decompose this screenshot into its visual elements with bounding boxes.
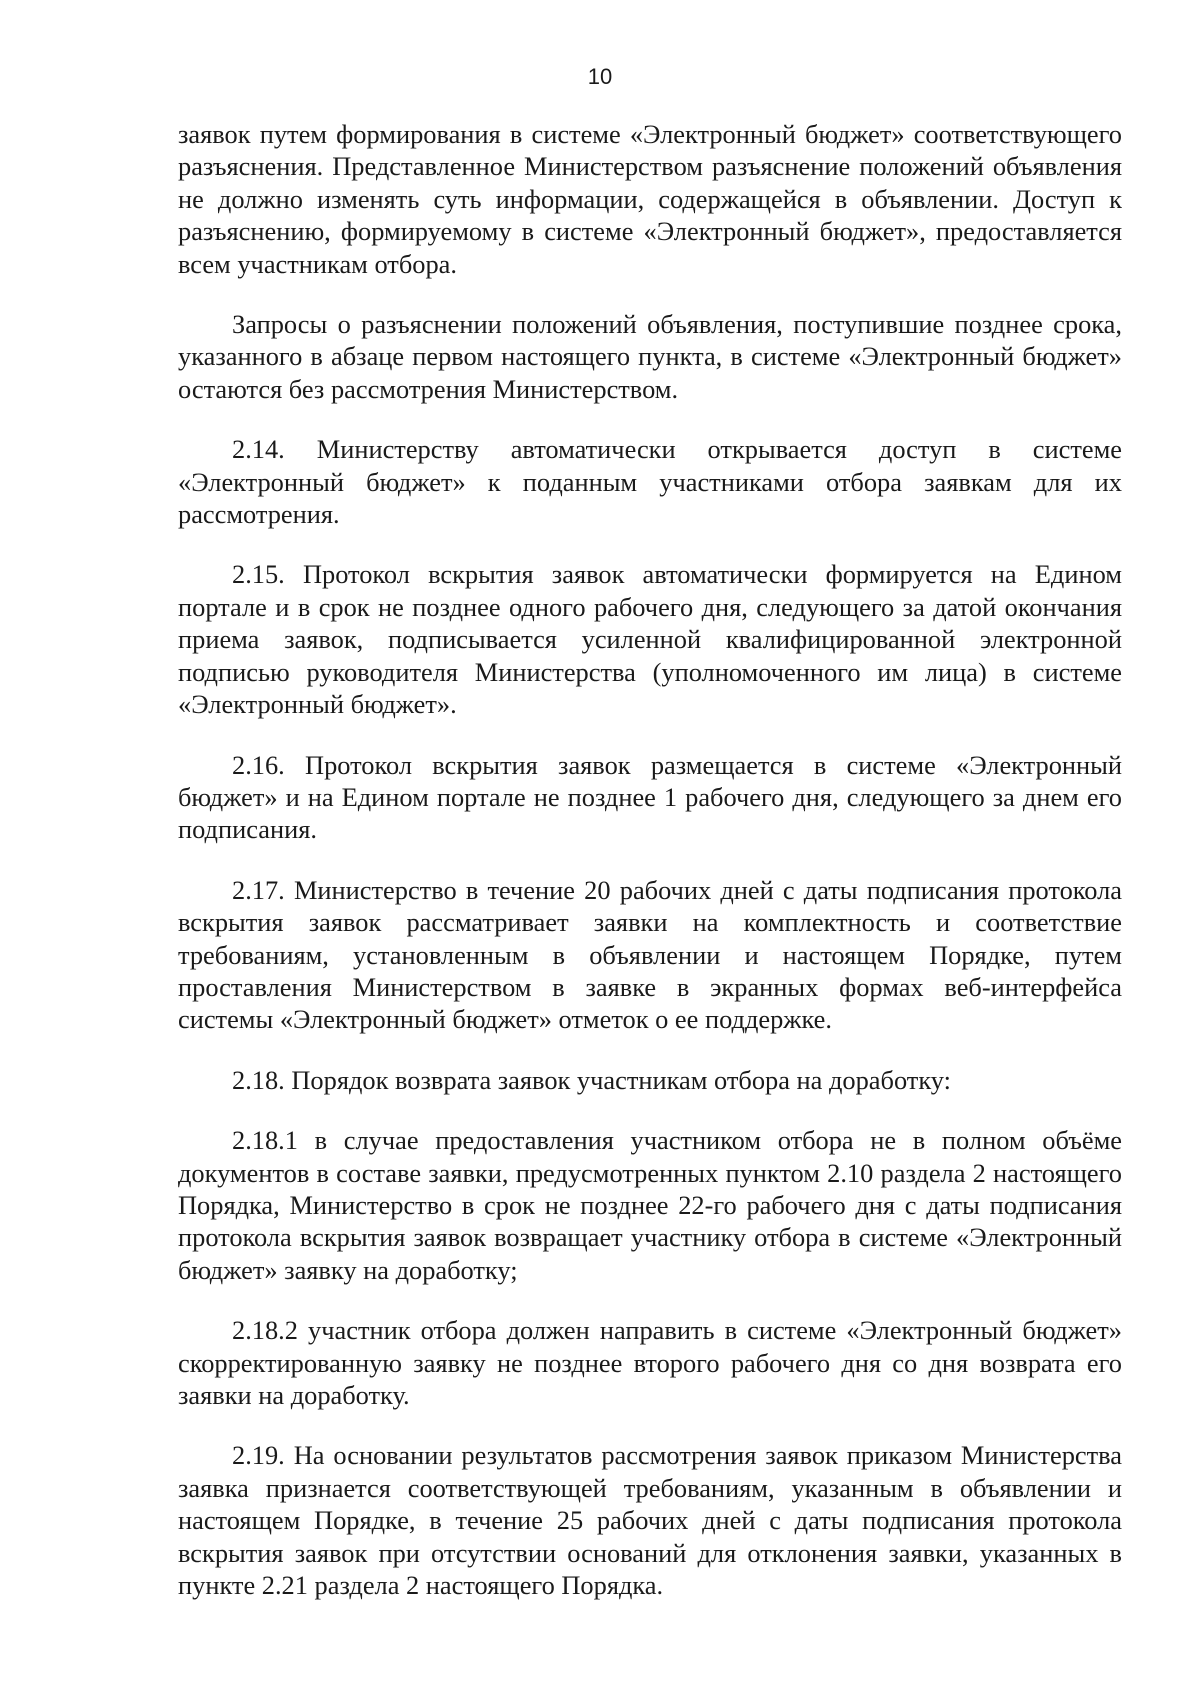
paragraph-2-18: 2.18. Порядок возврата заявок участникам отбора на доработку: (232, 1064, 951, 1095)
paragraph-2-17: 2.17. Министерство в течение 20 рабочих дней с даты подписания протокола вскрытия заявок рассматривает заявки на комплектность и соответствие требованиям, установленным в объявлении и настоящем Порядке, путем проставления Министерством в заявке в экранных формах веб-интерфейса системы «Электронный бюджет» отметок о ее поддержке. (178, 874, 1122, 1035)
paragraph-2-18-1: 2.18.1 в случае предоставления участником отбора не в полном объёме документов в составе заявки, предусмотренных пунктом 2.10 раздела 2 настоящего Порядка, Министерство в срок не позднее 22-го рабочего дня с даты подписания протокола вскрытия заявок возвращает участнику отбора в системе «Электронный бюджет» заявку на доработку; (178, 1125, 1122, 1285)
page-number: 10 (587, 64, 613, 89)
paragraph-requests: Запросы о разъяснении положений объявления, поступившие позднее срока, указанного в абзаце первом настоящего пункта, в системе «Электронный бюджет» остаются без рассмотрения Министерством. (178, 309, 1122, 404)
paragraph-2-15: 2.15. Протокол вскрытия заявок автоматически формируется на Едином портале и в срок не позднее одного рабочего дня, следующего за датой окончания приема заявок, подписывается усиленной квалифицированной электронной подписью руководителя Министерства (уполномоченного им лица) в системе «Электронный бюджет». (178, 559, 1122, 720)
paragraph-2-16: 2.16. Протокол вскрытия заявок размещается в системе «Электронный бюджет» и на Едином портале не позднее 1 рабочего дня, следующего за днем его подписания. (178, 749, 1122, 845)
paragraph-continuation: заявок путем формирования в системе «Электронный бюджет» соответствующего разъяснения. Представленное Министерством разъяснение положений объявления не должно изменять суть информации, содержащейся в объявлении. Доступ к разъяснению, формируемому в системе «Электронный бюджет», предоставляется всем участникам отбора. (178, 119, 1122, 279)
paragraph-2-14: 2.14. Министерству автоматически открывается доступ в системе «Электронный бюджет» к поданным участниками отбора заявкам для их рассмотрения. (178, 434, 1122, 530)
document-body (178, 118, 1122, 1629)
paragraph-2-19: 2.19. На основании результатов рассмотрения заявок приказом Министерства заявка признается соответствующей требованиям, указанным в объявлении и настоящем Порядке, в течение 25 рабочих дней с даты подписания протокола вскрытия заявок при отсутствии оснований для отклонения заявки, указанных в пункте 2.21 раздела 2 настоящего Порядка. (178, 1440, 1122, 1601)
paragraph-2-18-2: 2.18.2 участник отбора должен направить в системе «Электронный бюджет» скорректированную заявку не позднее второго рабочего дня со дня возврата его заявки на доработку. (178, 1315, 1122, 1410)
